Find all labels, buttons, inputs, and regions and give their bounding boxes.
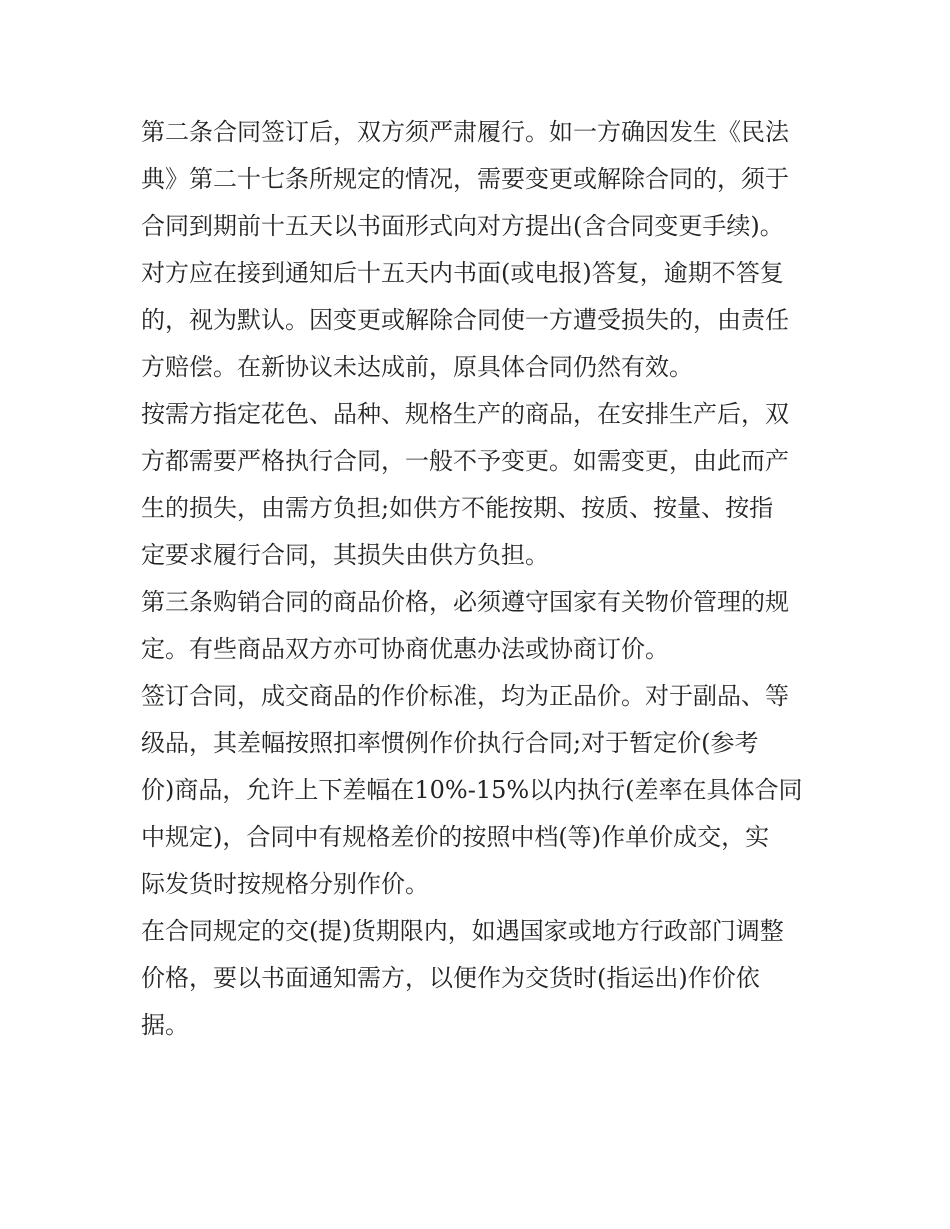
- text-line: 按需方指定花色、品种、规格生产的商品，在安排生产后，双: [141, 400, 789, 428]
- text-line: 方都需要严格执行合同，一般不予变更。如需变更，由此而产: [141, 447, 789, 475]
- text-line: 价格，要以书面通知需方，以便作为交货时(指运出)作价依: [141, 964, 760, 992]
- text-line: 合同到期前十五天以书面形式向对方提出(含合同变更手续)。: [141, 212, 784, 240]
- text-line: 级品，其差幅按照扣率惯例作价执行合同;对于暂定价(参考: [141, 729, 759, 757]
- text-line: 据。: [141, 1011, 189, 1039]
- text-line: 价)商品，允许上下差幅在10%-15%以内执行(差率在具体合同: [141, 776, 803, 804]
- text-line: 第三条购销合同的商品价格，必须遵守国家有关物价管理的规: [141, 588, 789, 616]
- text-line: 第二条合同签订后，双方须严肃履行。如一方确因发生《民法: [141, 118, 789, 146]
- text-line: 定要求履行合同，其损失由供方负担。: [141, 541, 549, 569]
- text-line: 方赔偿。在新协议未达成前，原具体合同仍然有效。: [141, 353, 693, 381]
- text-line: 签订合同，成交商品的作价标准，均为正品价。对于副品、等: [141, 682, 789, 710]
- document-body: [141, 109, 821, 1049]
- text-line: 际发货时按规格分别作价。: [141, 870, 429, 898]
- text-line: 中规定)，合同中有规格差价的按照中档(等)作单价成交，实: [141, 823, 770, 851]
- text-line: 对方应在接到通知后十五天内书面(或电报)答复，逾期不答复: [141, 259, 784, 287]
- text-line: 的，视为默认。因变更或解除合同使一方遭受损失的，由责任: [141, 306, 789, 334]
- text-line: 生的损失，由需方负担;如供方不能按期、按质、按量、按指: [141, 494, 774, 522]
- text-line: 典》第二十七条所规定的情况，需要变更或解除合同的，须于: [141, 165, 789, 193]
- text-line: 在合同规定的交(提)货期限内，如遇国家或地方行政部门调整: [141, 917, 784, 945]
- text-line: 定。有些商品双方亦可协商优惠办法或协商订价。: [141, 635, 669, 663]
